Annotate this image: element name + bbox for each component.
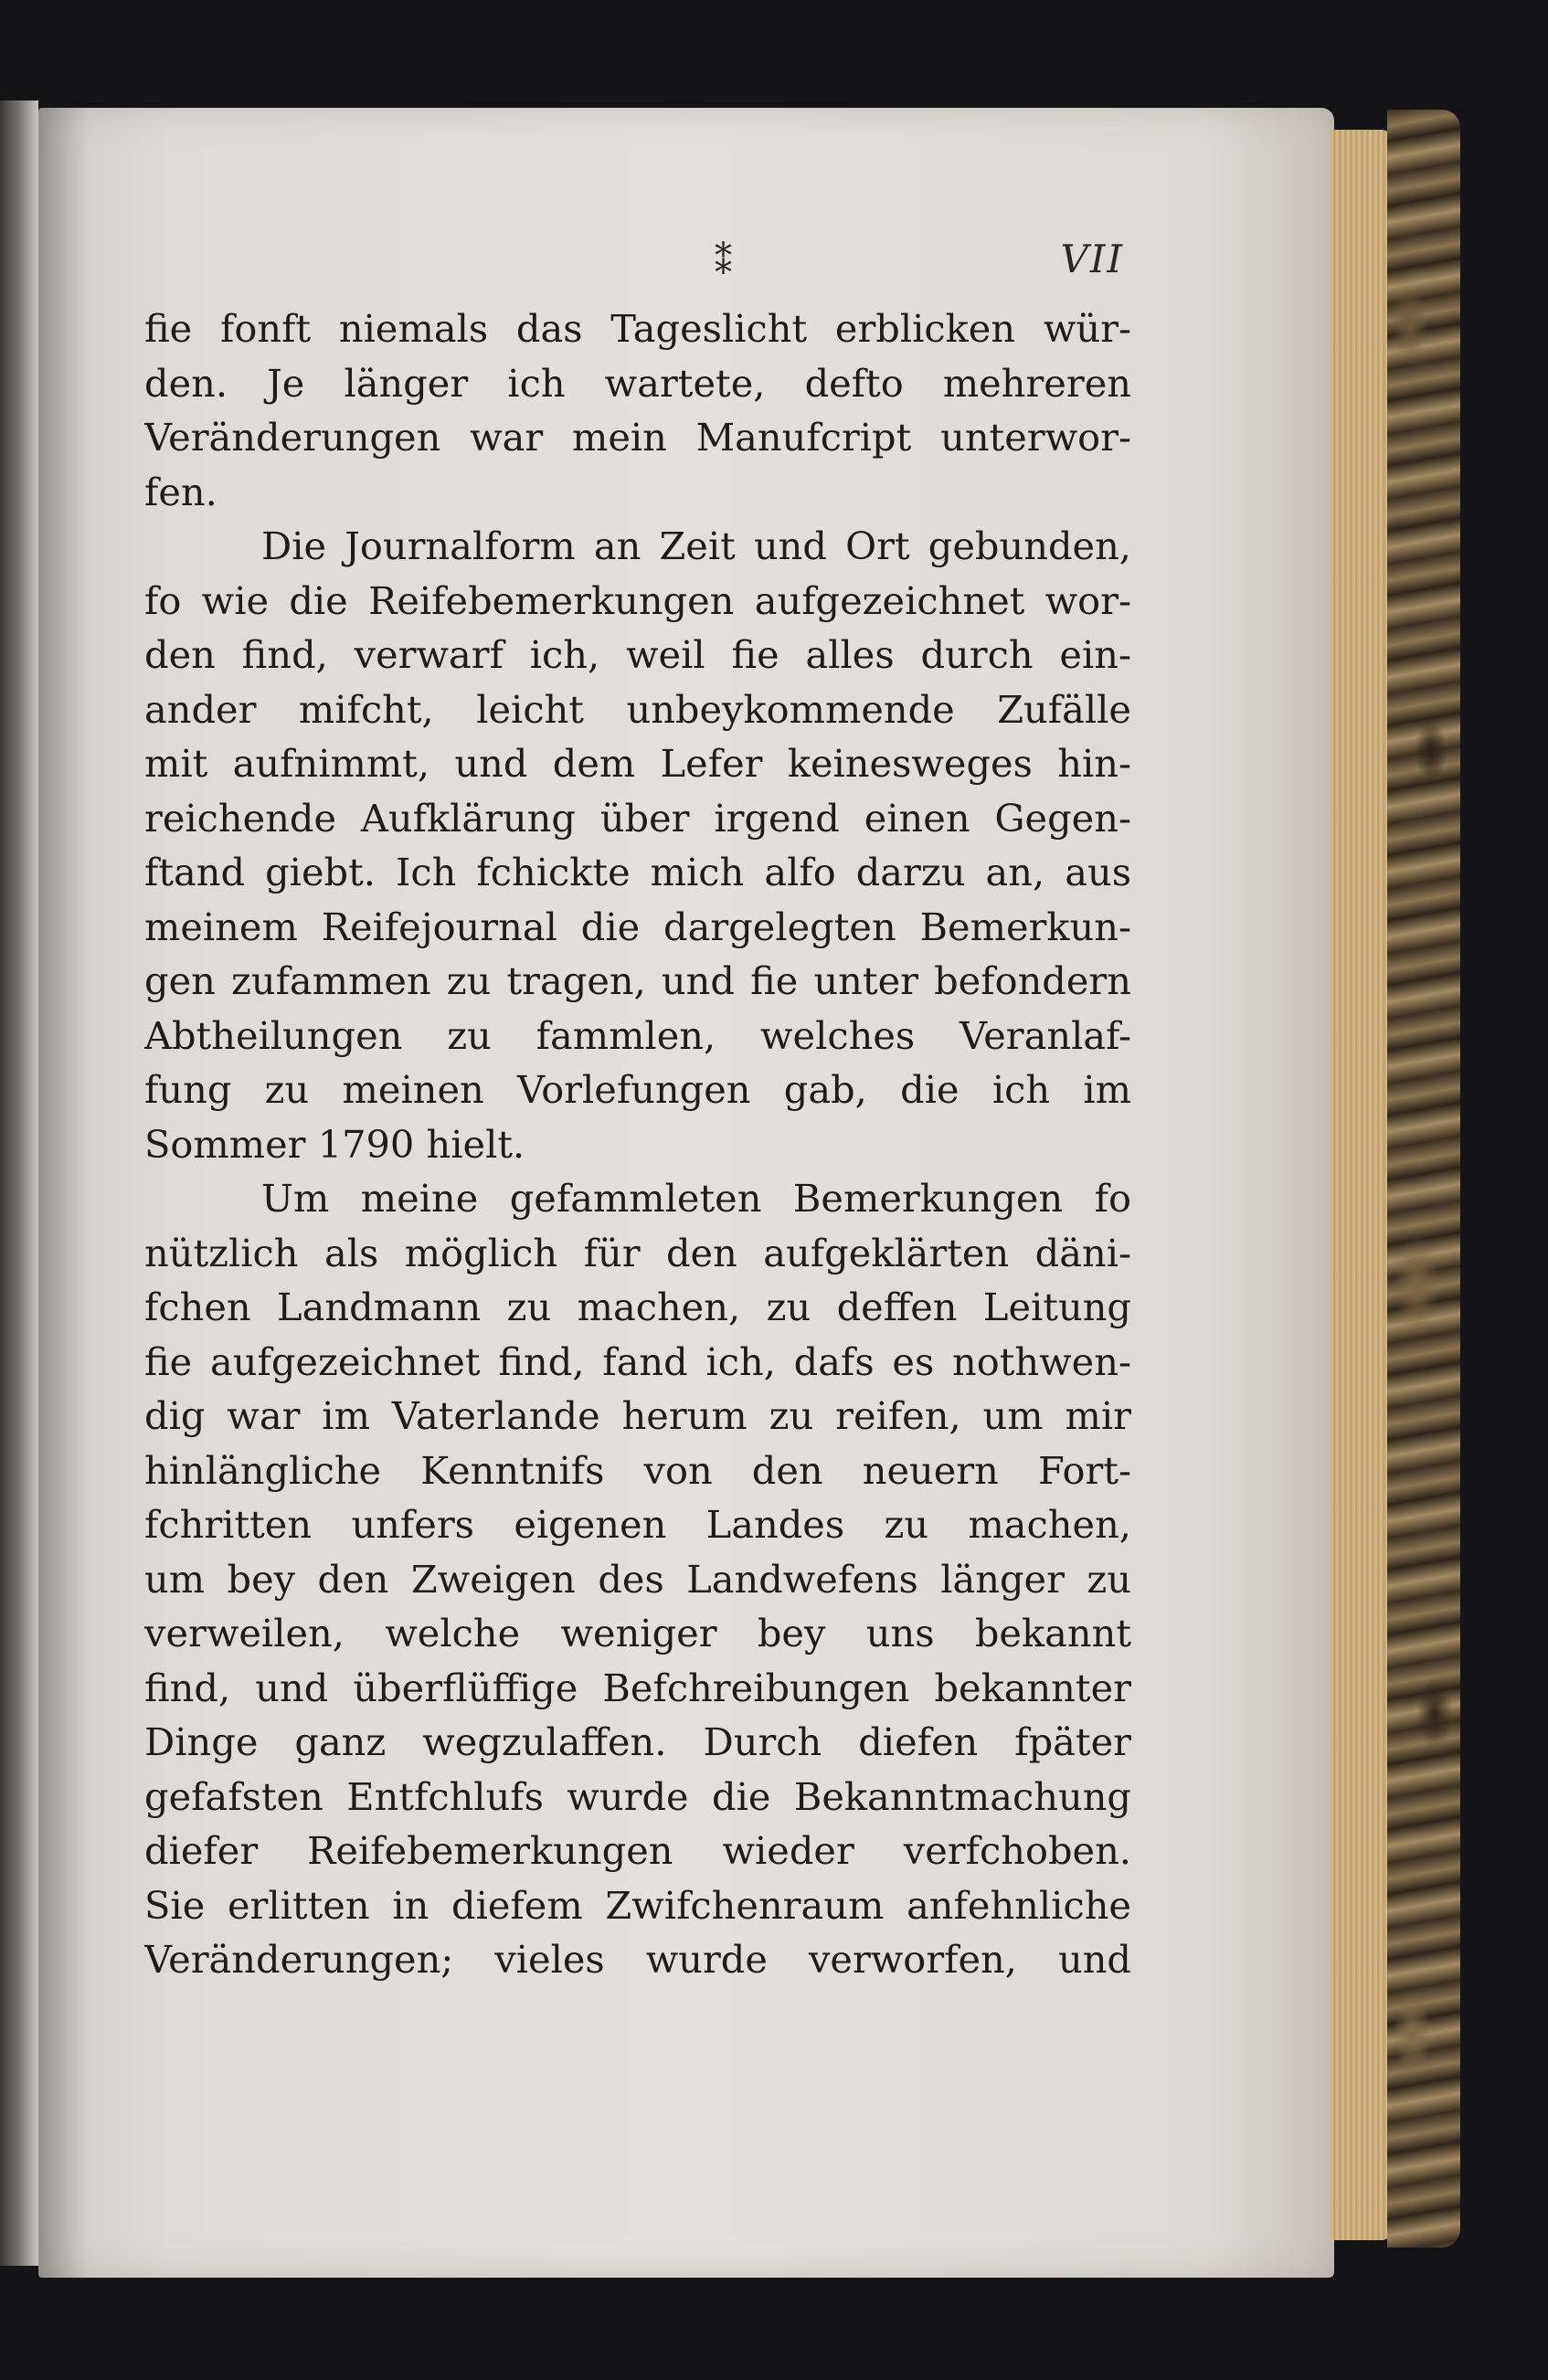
left-page-edge	[0, 100, 38, 2266]
text-line: gen zufammen zu tragen, und fie unter befondern	[144, 958, 1131, 1003]
text-line: Abtheilungen zu fammlen, welches Veranlaf-	[144, 1012, 1131, 1058]
paragraph	[144, 1171, 1131, 1987]
text-line: Die Journalform an Zeit und Ort gebunden,	[261, 524, 1131, 568]
text-line: Um meine gefammleten Bemerkungen fo	[261, 1176, 1131, 1221]
text-line: den find, verwarf ich, weil fie alles durch ein-	[144, 632, 1131, 677]
signature-mark: ⁑	[715, 242, 732, 282]
marbled-cover-edge	[1387, 110, 1460, 2248]
text-line: fo wie die Reifebemerkungen aufgezeichnet wor-	[144, 577, 1131, 623]
text-line: fung zu meinen Vorlefungen gab, die ich im	[144, 1067, 1131, 1112]
text-line: Veränderungen; vieles wurde verworfen, und	[144, 1937, 1131, 1982]
page-number: VII	[1060, 237, 1124, 281]
text-line: ftand giebt. Ich fchickte mich alfo darzu an, aus	[144, 850, 1131, 894]
text-line: diefer Reifebemerkungen wieder verfchoben.	[144, 1828, 1131, 1873]
text-line: reichende Aufklärung über irgend einen Gegen-	[144, 795, 1131, 841]
page-block-edges	[1331, 130, 1391, 2240]
text-line: fie aufgezeichnet find, fand ich, dafs es nothwen-	[144, 1338, 1131, 1384]
text-line: verweilen, welche weniger bey uns bekannt	[144, 1611, 1131, 1655]
text-line: um bey den Zweigen des Landwefens länger zu	[144, 1556, 1131, 1602]
text-line: Sie erlitten in diefem Zwifchenraum anfehnliche	[144, 1882, 1131, 1928]
text-line: Dinge ganz wegzulaffen. Durch diefen fpäter	[144, 1719, 1131, 1764]
text-line: find, und überflüffige Befchreibungen bekannter	[144, 1665, 1131, 1710]
text-line: Veränderungen war mein Manufcript unterwor-	[144, 415, 1131, 460]
text-line: Sommer 1790 hielt.	[144, 1121, 525, 1167]
text-line: nützlich als möglich für den aufgeklärten däni-	[144, 1230, 1131, 1275]
text-line: ander mifcht, leicht unbeykommende Zufälle	[144, 686, 1131, 732]
text-line: mit aufnimmt, und dem Lefer keinesweges hin-	[144, 741, 1131, 786]
text-line: den. Je länger ich wartete, defto mehreren	[144, 360, 1131, 406]
running-head	[694, 233, 1151, 288]
text-line: gefafsten Entfchlufs wurde die Bekanntmachung	[144, 1773, 1131, 1819]
text-line: meinem Reifejournal die dargelegten Bemerkun-	[144, 904, 1131, 949]
text-line: fchen Landmann zu machen, zu deffen Leitung	[144, 1285, 1131, 1329]
paragraph	[144, 301, 1131, 519]
text-line: fie fonft niemals das Tageslicht erblicken wür-	[144, 306, 1131, 351]
gutter-shadow	[38, 108, 89, 2278]
text-line: fen.	[144, 469, 217, 514]
body-text	[144, 301, 1131, 1987]
paragraph	[144, 519, 1131, 1171]
text-line: fchritten unfers eigenen Landes zu machen,	[144, 1502, 1131, 1547]
text-line: hinlängliche Kenntnifs von den neuern Fort-	[144, 1447, 1131, 1493]
text-line: dig war im Vaterlande herum zu reifen, um mir	[144, 1393, 1131, 1438]
